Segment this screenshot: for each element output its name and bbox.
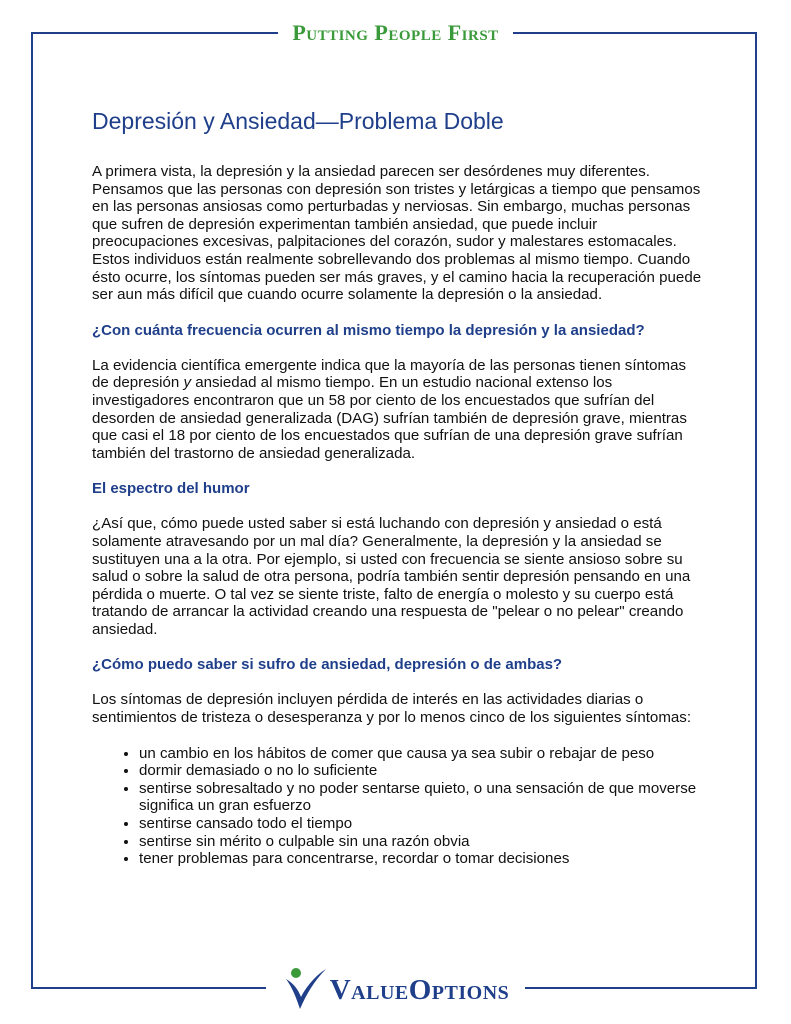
tagline: Putting People First	[278, 20, 512, 45]
list-item: • sentirse sin mérito o culpable sin una razón obvia	[139, 833, 702, 851]
section-heading-frequency: ¿Con cuánta frecuencia ocurren al mismo tiempo la depresión y la ansiedad?	[92, 321, 645, 339]
intro-paragraph: A primera vista, la depresión y la ansiedad parecen ser desórdenes muy diferentes. Pensamos que las personas con depresión son tristes y letárgicas a tiempo que pensamos en las personas ansiosas como perturbadas y nerviosas. Sin embargo, muchas personas que sufren de depresión experimentan también ansiedad, que puede incluir preocupaciones excesivas, palpitaciones del corazón, sudor y malestares estomacales. Estos individuos están realmente sobrellevando dos problemas al mismo tiempo. Cuando ésto ocurre, los síntomas pueden ser más graves, y el camino hacia la recuperación puede ser aun más difícil que cuando ocurre solamente la depresión o la ansiedad.	[92, 163, 702, 304]
frequency-text-italic: y	[183, 374, 192, 392]
logo-text: ValueOptions	[329, 974, 510, 1006]
frequency-paragraph	[92, 357, 702, 463]
valueoptions-figure-icon	[282, 965, 328, 1016]
diagnosis-paragraph: Los síntomas de depresión incluyen pérdida de interés en las actividades diarias o sentimientos de tristeza o desesperanza y por lo menos cinco de los siguientes síntomas:	[92, 691, 692, 727]
list-item: • tener problemas para concentrarse, recordar o tomar decisiones	[139, 850, 702, 868]
symptom-list	[92, 745, 702, 868]
list-item: • un cambio en los hábitos de comer que causa ya sea subir o rebajar de peso	[139, 745, 702, 763]
list-item: • sentirse sobresaltado y no poder sentarse quieto, o una sensación de que moverse significa un gran esfuerzo	[139, 780, 702, 815]
mood-paragraph: ¿Así que, cómo puede usted saber si está luchando con depresión y ansiedad o está solamente atravesando por un mal día? Generalmente, la depresión y la ansiedad se sustituyen una a la otra. Por ejemplo, si usted con frecuencia se siente ansioso sobre su salud o sobre la salud de otra persona, podría también sentir depresión pensando en una pérdida o muerte. O tal vez se siente triste, falto de energía o molesto y su cuerpo está tratando de arrancar la actividad creando una respuesta de "pelear o no pelear" creando ansiedad.	[92, 515, 691, 638]
list-item: • sentirse cansado todo el tiempo	[139, 815, 702, 833]
frequency-text-a: La evidencia científica emergente indica que la mayoría de las personas tienen síntomas de depresión	[92, 356, 687, 392]
header	[0, 20, 791, 46]
company-logo	[266, 965, 526, 1016]
section-heading-diagnosis: ¿Cómo puedo saber si sufro de ansiedad, depresión o de ambas?	[92, 656, 563, 674]
document-body	[92, 108, 702, 868]
list-item: • dormir demasiado o no lo suficiente	[139, 762, 702, 780]
footer	[0, 965, 791, 1016]
frequency-text-b: ansiedad al mismo tiempo. En un estudio nacional extenso los investigadores encontraron que un 58 por ciento de los encuestados que sufrían del desorden de ansiedad generalizada (DAG) sufrían también de depresión grave, mientras que casi el 18 por ciento de los encuestados que sufrían de una depresión grave sufrían también del trastorno de ansiedad generalizada.	[92, 374, 687, 462]
section-heading-mood: El espectro del humor	[92, 480, 250, 498]
page-title: Depresión y Ansiedad—Problema Doble	[92, 108, 504, 134]
